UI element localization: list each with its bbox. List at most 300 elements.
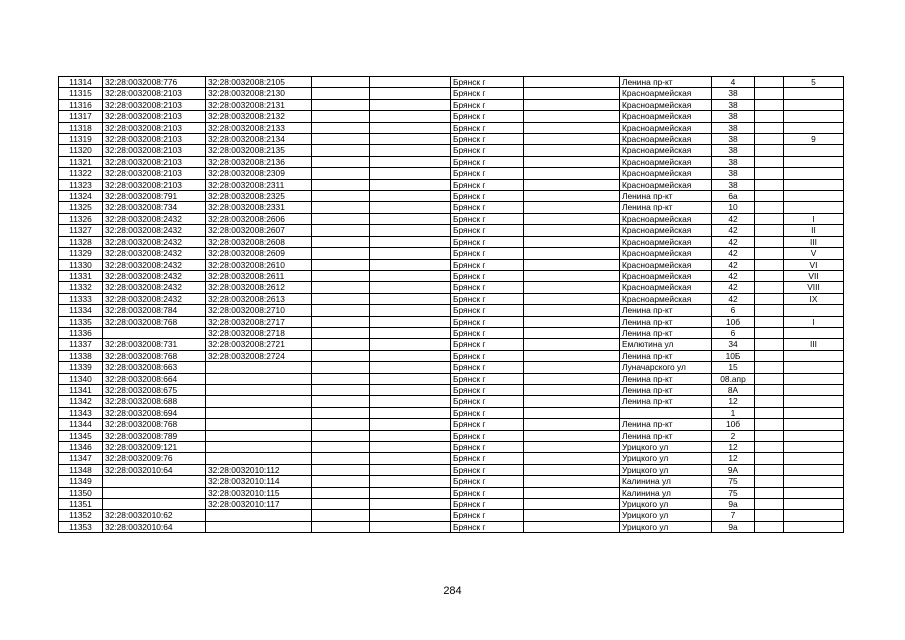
cell-record-number: 11335 [59,316,103,327]
cell-parent-cadastral-number: 32:28:0032008:776 [103,77,206,88]
cell-col-5 [370,213,451,224]
cell-col-5 [370,362,451,373]
cell-col-7 [524,202,620,213]
cell-street: Ленина пр-кт [620,316,712,327]
cell-apartment-number [784,510,844,521]
cell-col-4 [312,316,370,327]
cell-apartment-number [784,487,844,498]
cell-col-7 [524,191,620,202]
cell-col-10 [755,487,784,498]
cell-col-4 [312,156,370,167]
cell-house-number: 42 [712,259,755,270]
cell-col-5 [370,293,451,304]
cell-city: Брянск г [451,327,524,338]
cell-house-number: 9а [712,499,755,510]
cell-col-5 [370,327,451,338]
cell-col-4 [312,248,370,259]
cell-house-number: 38 [712,145,755,156]
cell-cadastral-number: 32:28:0032008:2710 [206,305,312,316]
cell-apartment-number [784,179,844,190]
cell-col-4 [312,225,370,236]
table-row [59,282,844,293]
cell-house-number: 12 [712,396,755,407]
cell-city: Брянск г [451,156,524,167]
cell-cadastral-number [206,510,312,521]
table-row [59,270,844,281]
cell-street: Ленина пр-кт [620,202,712,213]
cell-apartment-number [784,327,844,338]
cell-col-4 [312,236,370,247]
cell-cadastral-number [206,430,312,441]
cell-cadastral-number: 32:28:0032008:2105 [206,77,312,88]
cell-col-5 [370,373,451,384]
cell-col-7 [524,134,620,145]
cell-house-number: 15 [712,362,755,373]
cell-street: Калинина ул [620,487,712,498]
cell-col-7 [524,419,620,430]
cell-record-number: 11320 [59,145,103,156]
cell-record-number: 11343 [59,407,103,418]
cell-col-7 [524,476,620,487]
table-row [59,430,844,441]
cell-col-4 [312,88,370,99]
cell-apartment-number: VI [784,259,844,270]
cell-col-5 [370,225,451,236]
cell-street: Красноармейская [620,156,712,167]
cell-col-7 [524,453,620,464]
cell-house-number: 38 [712,156,755,167]
cell-city: Брянск г [451,430,524,441]
cell-col-4 [312,270,370,281]
cell-cadastral-number: 32:28:0032008:2607 [206,225,312,236]
cell-col-10 [755,156,784,167]
cell-record-number: 11331 [59,270,103,281]
cell-apartment-number [784,202,844,213]
cell-col-7 [524,464,620,475]
cell-col-10 [755,419,784,430]
cell-cadastral-number: 32:28:0032008:2612 [206,282,312,293]
cell-col-10 [755,213,784,224]
cell-parent-cadastral-number: 32:28:0032008:2432 [103,225,206,236]
cell-cadastral-number [206,453,312,464]
cell-col-10 [755,316,784,327]
cell-cadastral-number: 32:28:0032008:2309 [206,168,312,179]
cell-parent-cadastral-number: 32:28:0032009:76 [103,453,206,464]
cell-cadastral-number: 32:28:0032010:114 [206,476,312,487]
cell-col-4 [312,305,370,316]
table-row [59,259,844,270]
cell-col-10 [755,499,784,510]
table-row [59,476,844,487]
cell-col-7 [524,487,620,498]
cell-city: Брянск г [451,316,524,327]
cell-col-7 [524,373,620,384]
cell-house-number: 10б [712,316,755,327]
table-row [59,453,844,464]
cell-col-7 [524,111,620,122]
cell-street: Красноармейская [620,293,712,304]
table-row [59,191,844,202]
cell-col-10 [755,396,784,407]
cell-parent-cadastral-number: 32:28:0032008:664 [103,373,206,384]
cell-parent-cadastral-number: 32:28:0032009:121 [103,442,206,453]
cell-house-number: 9а [712,521,755,532]
cell-apartment-number [784,453,844,464]
cell-col-7 [524,316,620,327]
cell-street: Красноармейская [620,111,712,122]
cell-record-number: 11319 [59,134,103,145]
cell-cadastral-number: 32:28:0032008:2610 [206,259,312,270]
cell-city: Брянск г [451,202,524,213]
cell-col-5 [370,487,451,498]
cell-cadastral-number [206,419,312,430]
cell-col-7 [524,248,620,259]
cell-col-4 [312,407,370,418]
cell-street: Красноармейская [620,248,712,259]
cell-parent-cadastral-number [103,327,206,338]
cell-cadastral-number [206,373,312,384]
cell-apartment-number [784,430,844,441]
cell-city: Брянск г [451,305,524,316]
table-row [59,339,844,350]
cell-col-10 [755,236,784,247]
cell-col-7 [524,384,620,395]
cell-parent-cadastral-number [103,499,206,510]
cell-col-7 [524,156,620,167]
cell-city: Брянск г [451,453,524,464]
cell-col-10 [755,88,784,99]
cell-col-7 [524,145,620,156]
cell-house-number: 38 [712,122,755,133]
cell-parent-cadastral-number: 32:28:0032008:663 [103,362,206,373]
cell-col-7 [524,499,620,510]
table-row [59,168,844,179]
cell-apartment-number: VII [784,270,844,281]
cell-cadastral-number: 32:28:0032008:2133 [206,122,312,133]
cell-col-4 [312,510,370,521]
cell-col-4 [312,339,370,350]
cell-col-5 [370,111,451,122]
cell-cadastral-number: 32:28:0032008:2135 [206,145,312,156]
cell-col-5 [370,282,451,293]
cell-record-number: 11315 [59,88,103,99]
cell-col-7 [524,510,620,521]
cell-city: Брянск г [451,134,524,145]
cell-street: Урицкого ул [620,453,712,464]
cell-cadastral-number: 32:28:0032008:2718 [206,327,312,338]
cell-col-5 [370,339,451,350]
cell-col-5 [370,305,451,316]
cell-city: Брянск г [451,259,524,270]
cell-col-10 [755,134,784,145]
cell-col-4 [312,282,370,293]
cell-col-4 [312,373,370,384]
cell-house-number: 42 [712,236,755,247]
cell-col-10 [755,145,784,156]
table-row [59,179,844,190]
table-row [59,293,844,304]
cell-parent-cadastral-number: 32:28:0032008:688 [103,396,206,407]
cell-col-7 [524,270,620,281]
cell-col-4 [312,111,370,122]
cell-house-number: 42 [712,293,755,304]
cell-street: Красноармейская [620,99,712,110]
cell-cadastral-number: 32:28:0032010:115 [206,487,312,498]
cell-col-5 [370,442,451,453]
cell-col-4 [312,145,370,156]
cell-parent-cadastral-number: 32:28:0032008:734 [103,202,206,213]
cell-house-number: 10Б [712,350,755,361]
cell-street: Ленина пр-кт [620,77,712,88]
cell-apartment-number [784,373,844,384]
cell-city: Брянск г [451,213,524,224]
cell-street: Урицкого ул [620,499,712,510]
cell-city: Брянск г [451,236,524,247]
cell-col-10 [755,259,784,270]
cell-city: Брянск г [451,77,524,88]
cell-parent-cadastral-number: 32:28:0032008:675 [103,384,206,395]
table-row [59,362,844,373]
cell-parent-cadastral-number [103,487,206,498]
cell-house-number: 7 [712,510,755,521]
cell-house-number: 10 [712,202,755,213]
cell-col-10 [755,202,784,213]
cell-col-10 [755,464,784,475]
cell-col-10 [755,510,784,521]
cell-col-10 [755,453,784,464]
cell-col-4 [312,213,370,224]
cell-house-number: 38 [712,168,755,179]
table-row [59,521,844,532]
cell-house-number: 1 [712,407,755,418]
cell-record-number: 11345 [59,430,103,441]
cell-apartment-number: 5 [784,77,844,88]
cell-parent-cadastral-number: 32:28:0032010:64 [103,521,206,532]
cell-parent-cadastral-number: 32:28:0032008:2103 [103,168,206,179]
table-row [59,407,844,418]
table-row [59,122,844,133]
cell-record-number: 11314 [59,77,103,88]
cell-city: Брянск г [451,350,524,361]
cell-col-5 [370,499,451,510]
cell-street: Красноармейская [620,134,712,145]
cell-house-number: 42 [712,270,755,281]
cell-apartment-number [784,156,844,167]
cell-parent-cadastral-number: 32:28:0032008:2103 [103,122,206,133]
cell-house-number: 34 [712,339,755,350]
cell-col-5 [370,236,451,247]
cell-city: Брянск г [451,248,524,259]
table-row [59,499,844,510]
cell-col-4 [312,168,370,179]
cell-parent-cadastral-number: 32:28:0032008:2103 [103,156,206,167]
table-row [59,464,844,475]
cell-cadastral-number: 32:28:0032008:2613 [206,293,312,304]
cell-parent-cadastral-number: 32:28:0032008:2432 [103,236,206,247]
cell-apartment-number: IX [784,293,844,304]
cell-street: Красноармейская [620,282,712,293]
cell-col-10 [755,373,784,384]
cell-city: Брянск г [451,339,524,350]
cell-apartment-number [784,476,844,487]
cell-col-5 [370,419,451,430]
table-row [59,236,844,247]
cell-parent-cadastral-number: 32:28:0032008:791 [103,191,206,202]
cell-col-4 [312,327,370,338]
cell-col-4 [312,134,370,145]
cell-cadastral-number: 32:28:0032008:2325 [206,191,312,202]
cell-record-number: 11316 [59,99,103,110]
cell-record-number: 11328 [59,236,103,247]
cell-col-7 [524,122,620,133]
table-row [59,156,844,167]
cell-street: Ленина пр-кт [620,419,712,430]
cell-col-5 [370,384,451,395]
cell-house-number: 8А [712,384,755,395]
cell-col-10 [755,293,784,304]
cell-house-number: 42 [712,282,755,293]
cell-apartment-number: V [784,248,844,259]
cell-house-number: 75 [712,476,755,487]
cell-col-5 [370,202,451,213]
cell-col-7 [524,88,620,99]
cell-col-7 [524,168,620,179]
cell-col-7 [524,521,620,532]
cell-col-4 [312,419,370,430]
cell-city: Брянск г [451,88,524,99]
cell-street [620,407,712,418]
cell-record-number: 11349 [59,476,103,487]
cell-col-10 [755,191,784,202]
cell-record-number: 11346 [59,442,103,453]
cell-apartment-number: I [784,213,844,224]
cell-col-4 [312,384,370,395]
cell-parent-cadastral-number: 32:28:0032008:2103 [103,88,206,99]
cell-parent-cadastral-number: 32:28:0032008:2432 [103,270,206,281]
cell-col-4 [312,202,370,213]
cell-apartment-number: III [784,339,844,350]
cell-apartment-number: VIII [784,282,844,293]
cell-city: Брянск г [451,191,524,202]
cell-apartment-number [784,464,844,475]
cell-col-5 [370,270,451,281]
cell-apartment-number [784,442,844,453]
cell-cadastral-number: 32:28:0032008:2608 [206,236,312,247]
cell-cadastral-number: 32:28:0032008:2131 [206,99,312,110]
cell-parent-cadastral-number: 32:28:0032008:694 [103,407,206,418]
cell-apartment-number [784,499,844,510]
cell-city: Брянск г [451,179,524,190]
cell-col-5 [370,464,451,475]
cell-col-4 [312,259,370,270]
cell-street: Урицкого ул [620,510,712,521]
table-row [59,350,844,361]
cell-street: Емлютина ул [620,339,712,350]
table-row [59,316,844,327]
cell-col-7 [524,259,620,270]
cell-apartment-number [784,122,844,133]
cell-cadastral-number: 32:28:0032010:117 [206,499,312,510]
cell-col-10 [755,305,784,316]
cell-col-5 [370,259,451,270]
cell-street: Ленина пр-кт [620,305,712,316]
cell-col-5 [370,156,451,167]
cell-col-7 [524,407,620,418]
cell-record-number: 11334 [59,305,103,316]
cell-apartment-number: 9 [784,134,844,145]
cell-record-number: 11348 [59,464,103,475]
cell-col-5 [370,521,451,532]
cell-col-4 [312,487,370,498]
cell-record-number: 11323 [59,179,103,190]
cell-city: Брянск г [451,282,524,293]
cell-city: Брянск г [451,407,524,418]
cell-street: Красноармейская [620,168,712,179]
cell-col-7 [524,350,620,361]
cell-cadastral-number [206,442,312,453]
cell-col-7 [524,236,620,247]
cell-apartment-number [784,384,844,395]
cell-record-number: 11317 [59,111,103,122]
cell-col-10 [755,99,784,110]
cell-col-4 [312,430,370,441]
cell-house-number: 10б [712,419,755,430]
cell-house-number: 12 [712,453,755,464]
cell-house-number: 38 [712,88,755,99]
cell-street: Красноармейская [620,270,712,281]
table-row [59,327,844,338]
cell-col-4 [312,499,370,510]
cell-col-5 [370,99,451,110]
cell-record-number: 11333 [59,293,103,304]
cell-parent-cadastral-number: 32:28:0032008:768 [103,419,206,430]
cell-cadastral-number: 32:28:0032008:2136 [206,156,312,167]
cell-city: Брянск г [451,384,524,395]
cell-col-5 [370,476,451,487]
cell-house-number: 75 [712,487,755,498]
cell-apartment-number [784,521,844,532]
table-row [59,487,844,498]
cell-cadastral-number: 32:28:0032010:112 [206,464,312,475]
cell-cadastral-number: 32:28:0032008:2717 [206,316,312,327]
cell-house-number: 12 [712,442,755,453]
cell-cadastral-number: 32:28:0032008:2130 [206,88,312,99]
cell-cadastral-number [206,521,312,532]
table-row [59,510,844,521]
cell-col-5 [370,248,451,259]
cell-col-4 [312,122,370,133]
registry-table-body [59,77,844,533]
cell-cadastral-number: 32:28:0032008:2311 [206,179,312,190]
cell-house-number: 42 [712,248,755,259]
cell-col-4 [312,453,370,464]
cell-col-10 [755,339,784,350]
cell-col-4 [312,293,370,304]
cell-parent-cadastral-number: 32:28:0032008:789 [103,430,206,441]
cell-col-5 [370,77,451,88]
cell-col-7 [524,282,620,293]
cell-city: Брянск г [451,499,524,510]
table-row [59,305,844,316]
cell-col-10 [755,179,784,190]
cell-city: Брянск г [451,122,524,133]
cell-col-5 [370,430,451,441]
cell-street: Красноармейская [620,88,712,99]
cell-col-10 [755,476,784,487]
cell-street: Урицкого ул [620,442,712,453]
table-row [59,202,844,213]
cell-street: Ленина пр-кт [620,396,712,407]
